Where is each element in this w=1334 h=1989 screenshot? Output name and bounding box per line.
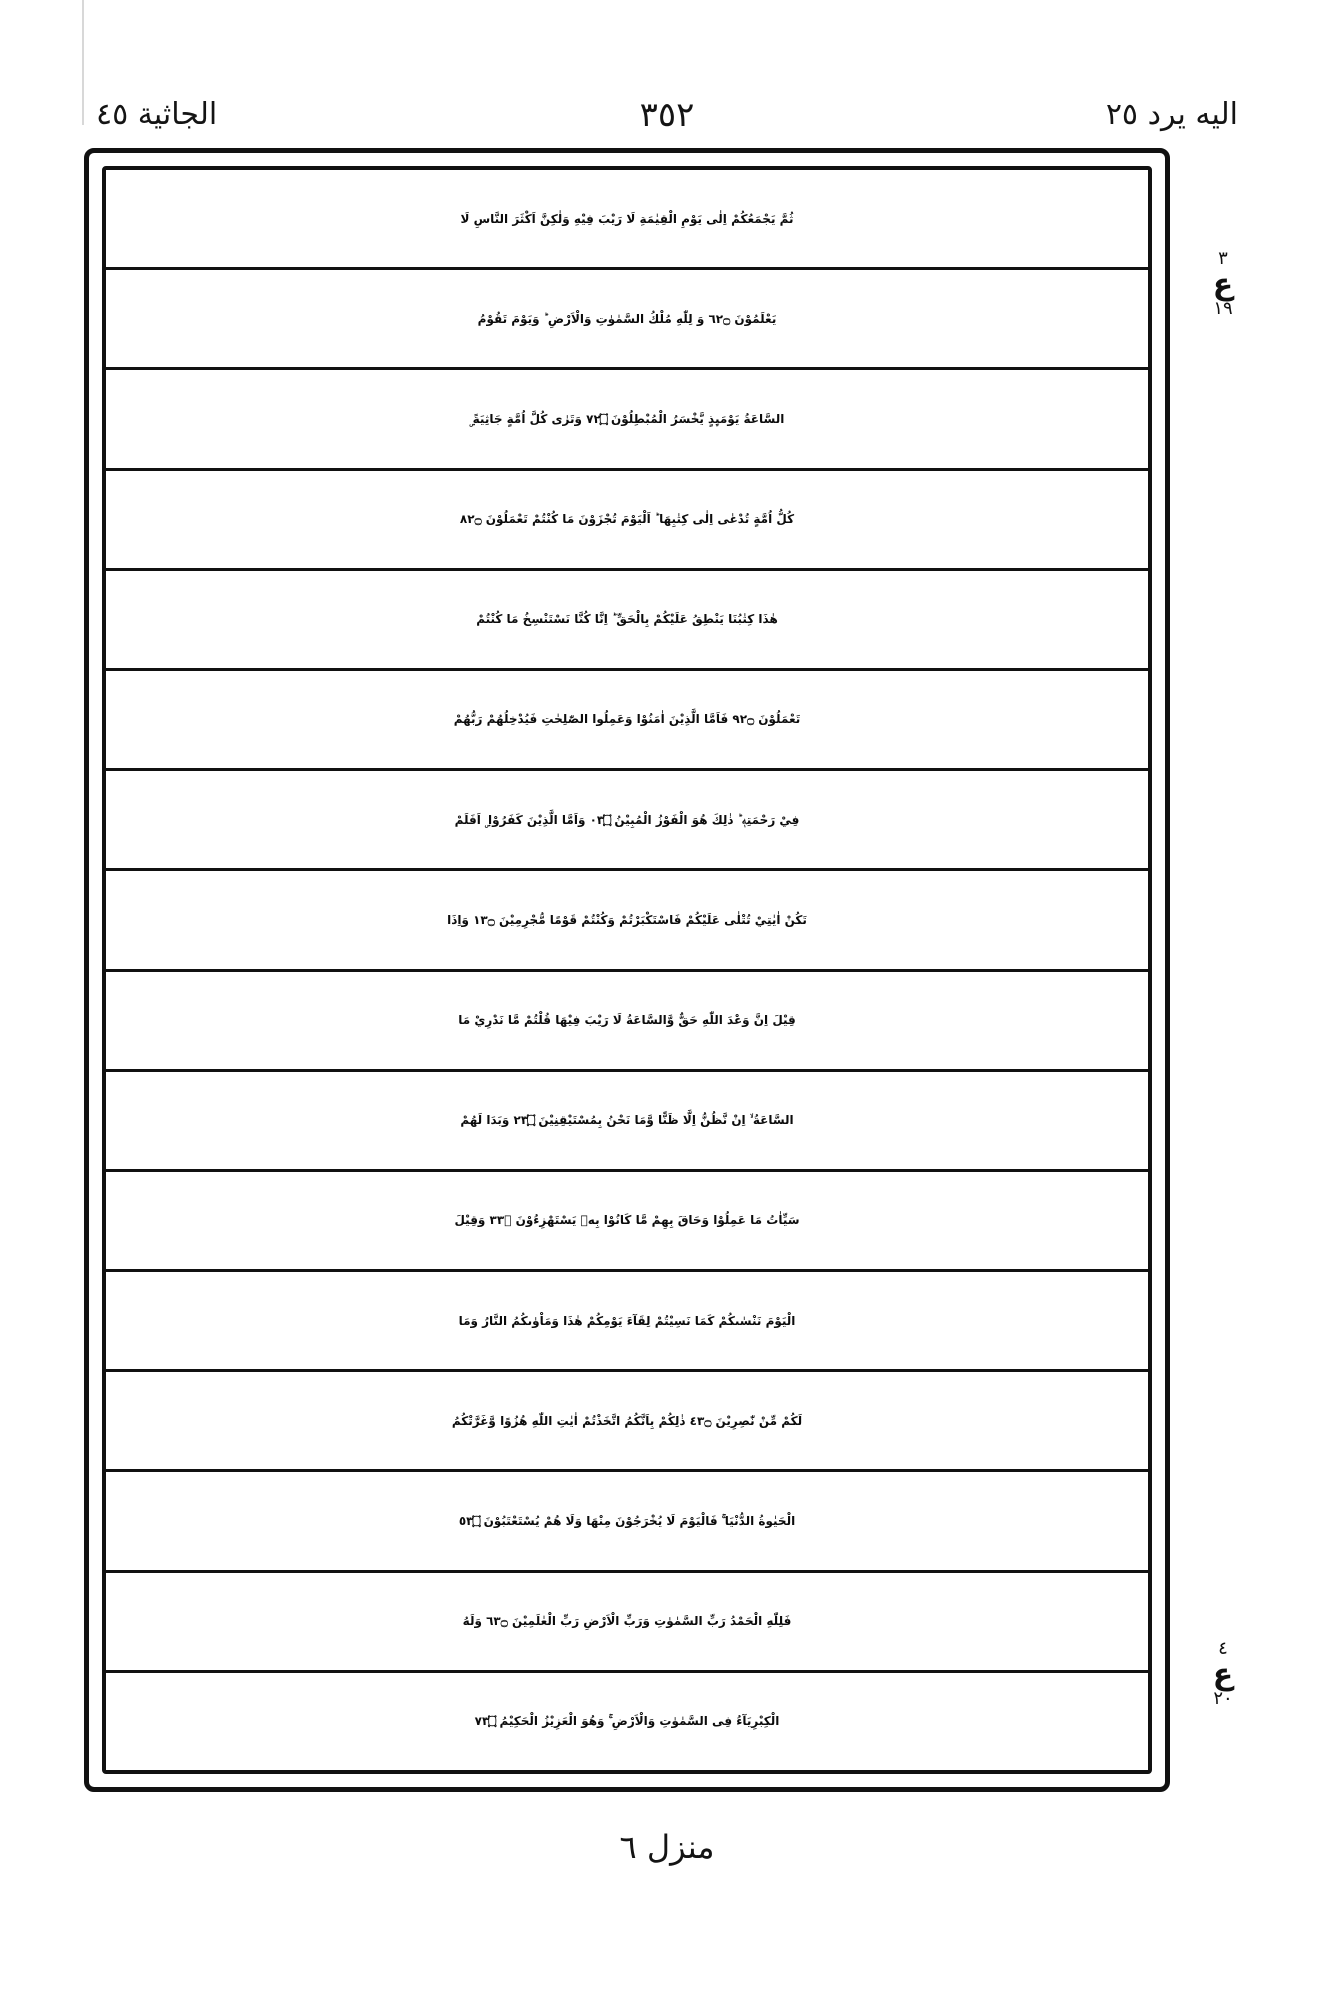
text-line: [106, 1072, 1148, 1172]
arabic-text: الْحَيٰوةُ الدُّنْيَا ۚ فَالْيَوْمَ لَا يُخْرَجُوْنَ مِنْهَا وَلَا هُمْ يُسْتَعْتَبُوْنَ ۝٣٥: [458, 1513, 796, 1528]
arabic-text: يَعْلَمُوْنَ ۝٢٦ وَ لِلّٰهِ مُلْكُ السَّمٰوٰتِ وَالْاَرْضِ ؕ وَيَوْمَ تَقُوْمُ: [477, 311, 777, 326]
ruku-marker: [1196, 1640, 1250, 1709]
arabic-text: السَّاعَةُ يَوْمَىِٕذٍ يَّخْسَرُ الْمُبْطِلُوْنَ ۝٢٧ وَتَرٰى كُلَّ اُمَّةٍ جَاثِيَةً ۣ: [469, 411, 785, 426]
arabic-text: فَلِلّٰهِ الْحَمْدُ رَبِّ السَّمٰوٰتِ وَرَبِّ الْاَرْضِ رَبِّ الْعٰلَمِيْنَ ۝٣٦ وَلَهُ: [462, 1614, 792, 1629]
arabic-text: تَعْمَلُوْنَ ۝٢٩ فَاَمَّا الَّذِيْنَ اٰمَنُوْا وَعَمِلُوا الصّٰلِحٰتِ فَيُدْخِلُهُمْ رَبُّهُمْ: [453, 712, 801, 727]
text-line: [106, 1172, 1148, 1272]
text-line: [106, 270, 1148, 370]
text-line: [106, 170, 1148, 270]
ruku-symbol-icon: ع: [1212, 266, 1234, 302]
arabic-text: الْكِبْرِيَآءُ فِى السَّمٰوٰتِ وَالْاَرْضِ ۚ وَهُوَ الْعَزِيْزُ الْحَكِيْمُ ۝٣٧: [474, 1714, 780, 1729]
page-border-inner: [102, 166, 1152, 1774]
text-line: [106, 1673, 1148, 1770]
text-line: [106, 771, 1148, 871]
page-header: [86, 86, 1248, 144]
arabic-text: تَكُنْ اٰيٰتِيْ تُتْلٰى عَلَيْكُمْ فَاسْتَكْبَرْتُمْ وَكُنْتُمْ قَوْمًا مُّجْرِمِيْنَ ۝٣١ وَاِذَا: [447, 912, 807, 927]
manzil-label: منزل ٦: [619, 1828, 715, 1866]
arabic-text: قِيْلَ اِنَّ وَعْدَ اللّٰهِ حَقٌّ وَّالسَّاعَةُ لَا رَيْبَ فِيْهَا قُلْتُمْ مَّا نَدْرِيْ مَا: [458, 1013, 796, 1028]
text-line: [106, 871, 1148, 971]
ruku-cumulative: ٢٠: [1213, 1688, 1233, 1710]
ruku-number: ٣: [1218, 248, 1228, 269]
quran-text-block: [106, 170, 1148, 1770]
ruku-symbol-icon: ع: [1212, 1656, 1234, 1692]
ruku-cumulative: ١٩: [1213, 298, 1233, 320]
text-line: [106, 972, 1148, 1072]
arabic-text: فِيْ رَحْمَتِهٖ ؕ ذٰلِكَ هُوَ الْفَوْزُ الْمُبِيْنُ ۝٣٠ وَاَمَّا الَّذِيْنَ كَفَرُوْا ۣ اَفَلَمْ: [454, 812, 800, 827]
arabic-text: كُلُّ اُمَّةٍ تُدْعٰى اِلٰى كِتٰبِهَا ؕ اَلْيَوْمَ تُجْزَوْنَ مَا كُنْتُمْ تَعْمَلُوْنَ ۝٢٨: [459, 512, 795, 527]
text-line: [106, 1573, 1148, 1673]
text-line: [106, 370, 1148, 470]
arabic-text: لَكُمْ مِّنْ نّٰصِرِيْنَ ۝٣٤ ذٰلِكُمْ بِاَنَّكُمُ اتَّخَذْتُمْ اٰيٰتِ اللّٰهِ هُزُوًا وَّغَرَّتْكُمُ: [451, 1413, 803, 1428]
text-line: [106, 471, 1148, 571]
text-line: [106, 1472, 1148, 1572]
page-footer: [0, 1812, 1334, 1882]
text-line: [106, 1372, 1148, 1472]
ruku-marker: [1196, 250, 1250, 319]
arabic-text: هٰذَا كِتٰبُنَا يَنْطِقُ عَلَيْكُمْ بِالْحَقِّ ؕ اِنَّا كُنَّا نَسْتَنْسِخُ مَا كُنْتُمْ: [476, 612, 778, 627]
arabic-text: ثُمَّ يَجْمَعُكُمْ اِلٰى يَوْمِ الْقِيٰمَةِ لَا رَيْبَ فِيْهِ وَلٰكِنَّ اَكْثَرَ النَّاسِ لَا: [460, 211, 794, 226]
surah-name-label: الجاثية ٤٥: [96, 97, 218, 132]
ruku-number: ٤: [1218, 1638, 1228, 1659]
scan-gutter-rule: [82, 0, 84, 125]
page-number: ٣٥٢: [639, 95, 695, 135]
arabic-text: سَيِّاٰتُ مَا عَمِلُوْا وَحَاقَ بِهِمْ مَّا كَانُوْا بِهٖ يَسْتَهْزِءُوْنَ ۝٣٣ وَقِيْلَ: [454, 1213, 800, 1228]
arabic-text: السَّاعَةُ ۙ اِنْ نَّظُنُّ اِلَّا ظَنًّا وَّمَا نَحْنُ بِمُسْتَيْقِنِيْنَ ۝٣٢ وَبَدَا لَهُمْ: [460, 1113, 794, 1128]
text-line: [106, 671, 1148, 771]
text-line: [106, 571, 1148, 671]
text-line: [106, 1272, 1148, 1372]
juz-name-label: اليه يرد ٢٥: [1105, 97, 1238, 132]
arabic-text: الْيَوْمَ نَنْسٰىكُمْ كَمَا نَسِيْتُمْ لِقَآءَ يَوْمِكُمْ هٰذَا وَمَاْوٰىكُمُ النَّارُ وَمَا: [458, 1313, 796, 1328]
